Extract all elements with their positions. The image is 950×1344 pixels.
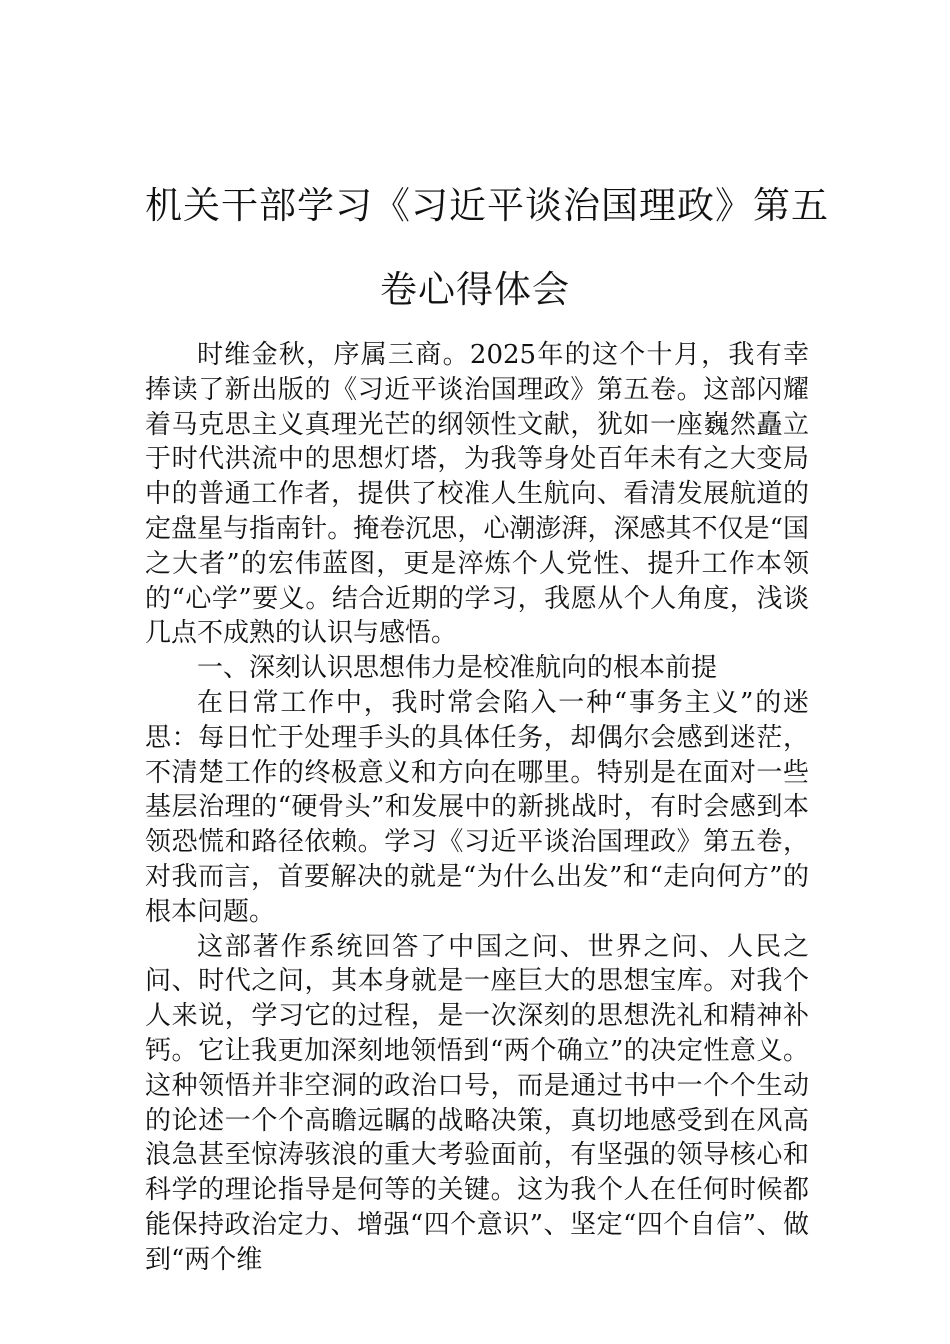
intro-paragraph: 时维金秋，序属三商。2025年的这个十月，我有幸捧读了新出版的《习近平谈治国理政》第五卷。这部闪耀着马克思主义真理光芒的纲领性文献，犹如一座巍然矗立于时代洪流中的思想灯塔，为我等身处百年未有之大变局中的普通工作者，提供了校准人生航向、看清发展航道的定盘星与指南针。掩卷沉思，心潮澎湃，深感其不仅是“国之大者”的宏伟蓝图，更是淬炼个人党性、提升工作本领的“心学”要义。结合近期的学习，我愿从个人角度，浅谈几点不成熟的认识与感悟。 [145, 340, 809, 649]
section-1-paragraph-1: 在日常工作中，我时常会陷入一种“事务主义”的迷思：每日忙于处理手头的具体任务，却偶尔会感到迷茫，不清楚工作的终极意义和方向在哪里。特别是在面对一些基层治理的“硬骨头”和发展中的新挑战时，有时会感到本领恐慌和路径依赖。学习《习近平谈治国理政》第五卷，对我而言，首要解决的就是“为什么出发”和“走向何方”的根本问题。 [145, 687, 809, 927]
section-1-paragraph-2: 这部著作系统回答了中国之问、世界之问、人民之问、时代之问，其本身就是一座巨大的思想宝库。对我个人来说，学习它的过程，是一次深刻的思想洗礼和精神补钙。它让我更加深刻地领悟到“两个确立”的决定性意义。这种领悟并非空洞的政治口号，而是通过书中一个个生动的论述一个个高瞻远瞩的战略决策，真切地感受到在风高浪急甚至惊涛骇浪的重大考验面前，有坚强的领导核心和科学的理论指导是何等的关键。这为我个人在任何时候都能保持政治定力、增强“四个意识”、坚定“四个自信”、做到“两个维 [145, 931, 809, 1275]
title-line-1: 机关干部学习《习近平谈治国理政》第五 [145, 184, 829, 227]
document-title [145, 164, 829, 332]
title-line-2: 卷心得体会 [380, 268, 570, 311]
document-body [145, 338, 809, 1278]
section-heading-1: 一、深刻认识思想伟力是校准航向的根本前提 [197, 653, 718, 684]
